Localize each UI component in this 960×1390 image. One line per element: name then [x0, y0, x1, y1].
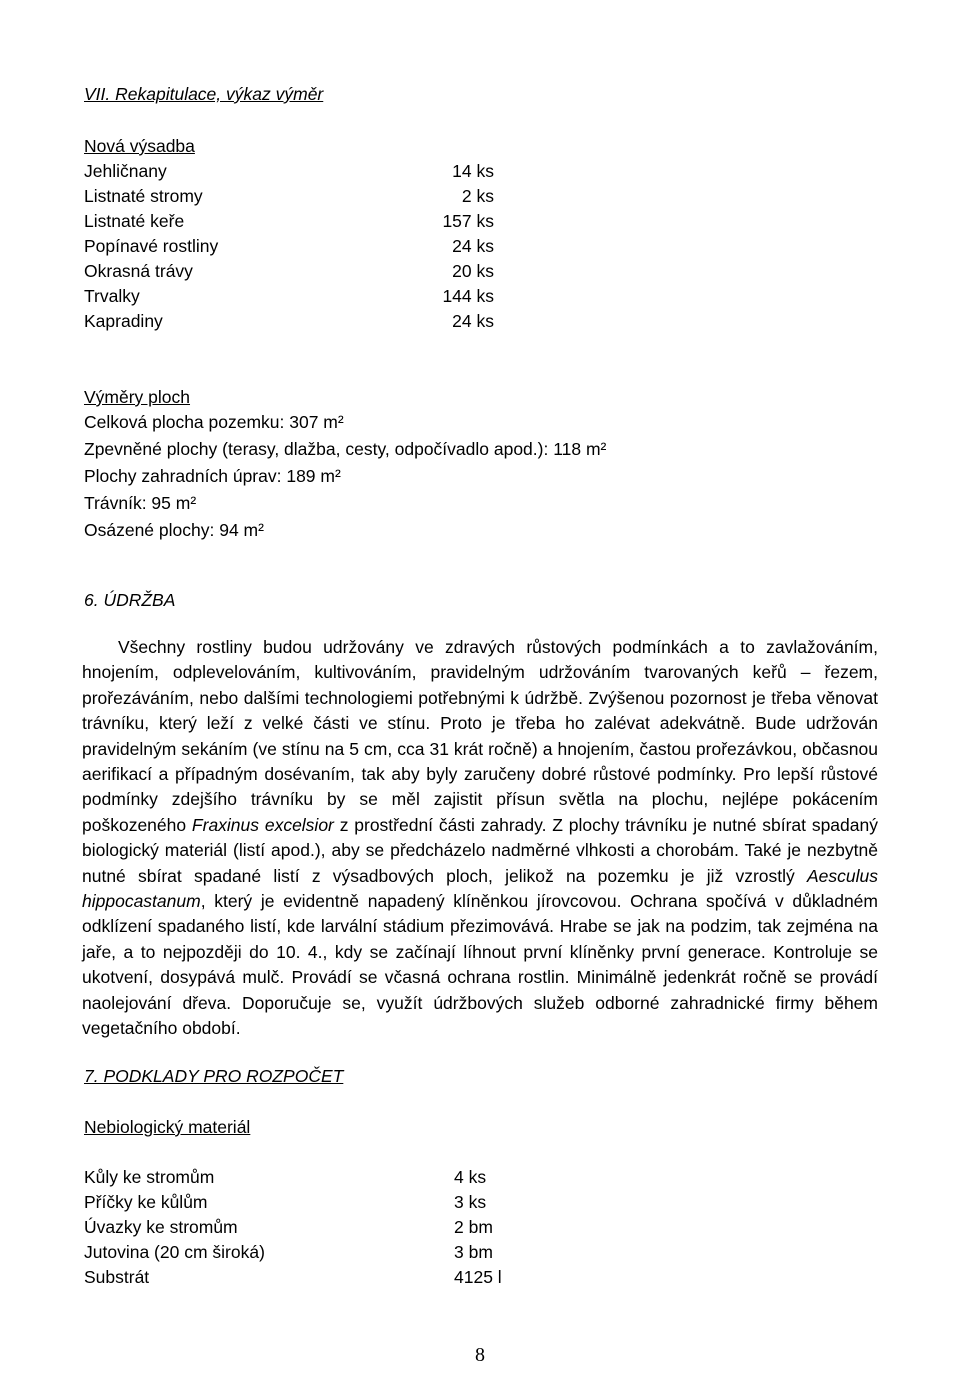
area-line: Zpevněné plochy (terasy, dlažba, cesty, odpočívadlo apod.): 118 m² [84, 439, 607, 459]
planting-item-name: Listnaté stromy [84, 186, 203, 206]
planting-item-qty: 2 ks [461, 186, 494, 206]
planting-item-qty: 157 ks [442, 211, 494, 231]
paragraph-text: Všechny rostliny budou udržovány ve zdravých růstových podmínkách a to zavlažováním, hnojením, odplevelováním, kultivováním, pravidelným udržováním tvarovaných keřů – řezem, prořezáváním, nebo dalšími technologiemi potřebnými k údržbě. Zvýšenou pozornost je třeba věnovat trávníku, který leží z velké části ve stínu. Proto je třeba ho zalévat adekvátně. Bude udržován pravidelným sekáním (ve stínu na 5 cm, cca 31 krát ročně) a hnojením, častou prořezávkou, občasnou aerifikací a případným dosévaním, tak aby byly zaručeny dobré růstové podmínky. Pro lepší růstové podmínky zdejšího trávníku by se měl zajistit přísun světla na plochu, nejlépe pokácením poškozeného [82, 637, 878, 835]
material-item-qty: 4 ks [454, 1167, 487, 1187]
areas-heading: Výměry ploch [84, 387, 191, 407]
page-number: 8 [475, 1344, 485, 1366]
material-item-qty: 3 bm [454, 1242, 493, 1262]
planting-item-qty: 20 ks [452, 261, 494, 281]
planting-item-name: Trvalky [84, 286, 140, 306]
planting-item-name: Okrasná trávy [84, 261, 193, 281]
area-line: Osázené plochy: 94 m² [84, 520, 264, 540]
area-line: Plochy zahradních úprav: 189 m² [84, 466, 341, 486]
section-title-udrzba: 6. ÚDRŽBA [84, 590, 176, 610]
area-line: Celková plocha pozemku: 307 m² [84, 412, 344, 432]
planting-item-qty: 144 ks [442, 286, 494, 306]
material-item-name: Substrát [84, 1267, 150, 1287]
species-name-aesculus: Aesculus hippocastanum [82, 865, 878, 912]
planting-item-name: Popínavé rostliny [84, 236, 219, 256]
maintenance-paragraph [82, 635, 878, 1042]
material-item-qty: 2 bm [454, 1217, 493, 1237]
section-title-podklady: 7. PODKLADY PRO ROZPOČET [84, 1066, 344, 1086]
material-item-name: Příčky ke kůlům [84, 1192, 208, 1212]
paragraph-text: , který je evidentně napadený klíněnkou jírovcovou. Ochrana spočívá v důkladném odklízení spadaného listí, kde larvální stádium přezimovává. Hrabe se jak na podzim, tak zejména na jaře, a to nejpozději do 10. 4., kdy se začínají líhnout první klíněnky první generace. Kontroluje se ukotvení, dosypává mulč. Provádí se včasná ochrana rostlin. Minimálně jedenkrát ročně se provádí naolejování dřeva. Doporučuje se, využít údržbových služeb odborné zahradnické firmy během vegetačního období. [82, 891, 878, 1039]
planting-item-name: Listnaté keře [84, 211, 185, 231]
material-item-qty: 4125 l [454, 1267, 502, 1287]
material-item-name: Úvazky ke stromům [84, 1217, 238, 1237]
new-planting-heading: Nová výsadba [84, 136, 195, 156]
planting-item-name: Kapradiny [84, 311, 163, 331]
material-item-qty: 3 ks [454, 1192, 487, 1212]
materials-heading: Nebiologický materiál [84, 1117, 251, 1137]
species-name-fraxinus: Fraxinus excelsior [191, 814, 334, 835]
planting-item-qty: 24 ks [452, 236, 494, 256]
material-item-name: Kůly ke stromům [84, 1167, 215, 1187]
section-title-rekapitulace: VII. Rekapitulace, výkaz výměr [84, 84, 324, 104]
planting-item-qty: 24 ks [452, 311, 494, 331]
paragraph-text: z prostřední části zahrady. Z plochy trávníku je nutné sbírat spadaný biologický materiál (listí apod.), aby se předcházelo nadměrné vlhkosti a chorobám. Také je nezbytně nutné sbírat spadané listí z výsadbových ploch, jelikož na pozemku je již vzrostlý [82, 814, 878, 886]
material-item-name: Jutovina (20 cm široká) [84, 1242, 265, 1262]
area-line: Trávník: 95 m² [84, 493, 197, 513]
planting-item-name: Jehličnany [84, 161, 167, 181]
planting-item-qty: 14 ks [452, 161, 494, 181]
